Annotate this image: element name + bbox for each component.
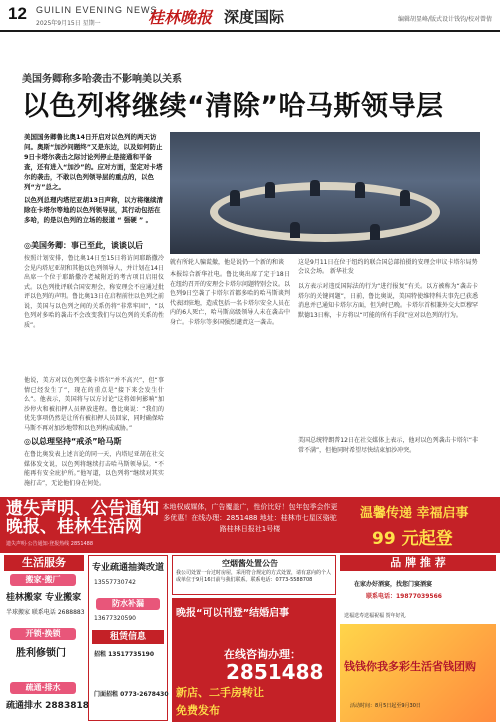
disposal-notice-title: 空烟酱处置公告: [222, 559, 278, 568]
drain-service-phone: 13557730742: [94, 579, 136, 586]
moving-header: 搬家·搬厂: [10, 574, 76, 586]
waterproof-phone: 13677320590: [94, 615, 136, 622]
waterproof-header: 防水补漏: [96, 598, 160, 610]
column-2: 在鲁比奥发表上述言论的同一天，内塔尼亚胡在社交媒体发文说，以色列将继续打击哈马斯领导层。“不能再有安全庇护所。”他写道，以色列将“继续对其实施打击”，无论他们身在何处。: [24, 451, 164, 487]
column-4: 以方表示对违反国际法的行为“进行报复”有关。以方被称为“袭击卡塔尔的关键问题”，日前，鲁比奥说，美国特使维特科夫事先已获悉消息并已通知卡塔尔方面，但为时已晚。卡塔尔首相兼外交大臣穆罕默德13日称，卡方将以“可能的所有手段”应对以色列的行为。: [298, 283, 478, 319]
column-1b: 他说，美方对以色列空袭卡塔尔“并不高兴”，但“事情已经发生了”，现在的重点是“接下来会发生什么”。他表示，美国将与以方讨论“这将如何影响”加沙停火和被扣押人员释放进程。鲁比奥说：“我们的优先事项仍然是让所有被扣押人员回家，同时确保哈马斯不再对加沙地带和以色列构成威胁。”: [24, 377, 164, 432]
column-3-head: 就有所轮人骗谎撤，他是说仍一个新的和谈: [170, 259, 285, 266]
banner-mid-text: 本地权威媒体，广告覆盖广，性价比好！包年包季会作更多优惠！在线办理：2851488 地址：桂林市七星区骆驼路桂林日报社1号楼: [162, 503, 338, 533]
lead-paragraph: 美国国务卿鲁比奥14日开启对以色列的两天访问。奥斯“加沙问题终”又是东边，以及如何防止9日卡塔尔袭击之际讨论列停止是接通和平备查，还有进入“加沙”的。应对方面，坚定对卡塔尔的袭击，不敢以色列领导层的重点的，以色列“方”总之。: [24, 133, 163, 191]
banner-right-title: 温馨传递 幸福启事: [360, 506, 469, 521]
article-headline: 以色列将继续“清除”哈马斯领导层: [22, 91, 444, 122]
moving-ad-1: 桂林搬家 专业搬家: [6, 593, 82, 603]
article-photo: [170, 132, 480, 254]
column-1: 按照计划安排，鲁比奥14日至15日将访问耶路撒冷会见内塔尼亚胡和其他以色列领导人，并计划在14日出席一个位于耶路撒冷老城附近的考古项目启用仪式。以色列批评联合国安理会，称安理会不应通过批评以色列的声明。鲁比奥13日在启程前往以色列之前说，美国与以色列之间的关系仍将“非常牢固”，“以色列对多哈的袭击不会改变我们与以色列的关系的性质”。: [24, 255, 164, 329]
brand-footer: 送福送寿送福祝福 贺年好礼: [344, 613, 406, 619]
editor-credits: 编辑胡显峰/版式设计钱钧/校对曾倩: [397, 16, 492, 23]
brand-big-ad-sub: 活动时间：8月5日起至9月30日: [350, 703, 421, 709]
paper-english-name: GUILIN EVENING NEWS: [36, 5, 158, 15]
person-figure: [230, 190, 240, 206]
brand-subline: 在家办好酒宴，找您门宴酒宴: [354, 581, 433, 588]
resale-ad: 新店、二手房转让: [176, 686, 264, 699]
life-service-header: 生活服务: [4, 555, 84, 571]
rent-header: 租赁信息: [92, 630, 164, 644]
banner-right-price: 99 元起登: [372, 529, 453, 549]
drain-service-title: 专业疏通抽粪改道: [92, 563, 165, 573]
issue-date: 2025年9月15日 星期一: [36, 20, 101, 27]
page-number: 12: [8, 4, 27, 23]
brand-header: 品 牌 推 荐: [340, 555, 496, 571]
unlock-header: 开锁·换锁: [10, 628, 76, 640]
article-lead: [24, 132, 164, 225]
banner-left-subline: 遗失声明·公告通知·登报热线 2851488: [6, 541, 94, 547]
column-3: 本报综合新华社电。鲁比奥出席了定于18日在纽约召开的安理会卡塔尔问题特别会议。以色列9日空袭了卡塔尔首都多哈的哈马斯谈判代表团驻地，造成包括一名卡塔尔安全人员在内的6人死亡，哈马斯高级领导人未在袭击中身亡。卡塔尔等多国强烈谴责这一袭击。: [170, 271, 290, 326]
marriage-ad-consult: 在线咨询办理：: [224, 648, 301, 661]
drain-header: 疏通·排水: [10, 682, 76, 694]
banner-left-headline: 遗失声明、公告通知 晚报、桂林生活网: [6, 499, 159, 537]
newspaper-logo: 桂林晚报: [148, 8, 213, 27]
free-publish-ad: 免费发布: [176, 704, 220, 717]
disposal-notice-body: 我公司处置一台过时房屋，采用符合规定的方式处置，请有意向的个人或单位于9月16日前与我们联系。联系电话：0773-5588708: [176, 570, 332, 583]
person-figure: [290, 222, 300, 238]
subhead-1: ◎美国务卿：事已至此，谈谈以后: [24, 241, 143, 250]
shop-rent-ad: 门面招租 0773-2678430: [94, 691, 169, 698]
unlock-ad: 胜利修锁门: [16, 648, 66, 659]
article-kicker: 美国务卿称多哈袭击不影响美以关系: [22, 74, 182, 85]
column-4b: 美国总统特朗普12日在社交媒体上表示，他对以色列袭击卡塔尔“非常不满”，但他同时希望尽快结束加沙冲突。: [298, 437, 478, 454]
marriage-ad-title: 晚报“可以刊登”结婚启事: [176, 608, 290, 619]
brand-phone: 联系电话：19877039566: [366, 593, 442, 600]
rent-ad: 招租 13517735190: [94, 651, 155, 658]
person-figure: [310, 180, 320, 196]
photo-caption: 这是9月11日在位于纽约的联合国总部拍摄的安理会审议卡塔尔局势会议会场。 新华社发: [298, 259, 478, 275]
person-figure: [355, 182, 365, 198]
drain-ad: 疏通排水 2883818: [6, 701, 89, 711]
person-figure: [370, 224, 380, 240]
masthead-bar: [0, 0, 500, 32]
moving-ad-2: 半球搬家 联系电话 2688883: [6, 609, 85, 616]
section-title: 深度国际: [224, 8, 285, 26]
person-figure: [400, 190, 410, 206]
subhead-2: ◎以总理坚持“戒杀”哈马斯: [24, 437, 122, 446]
brand-big-ad-title: 钱钱你我多彩生活省钱团购: [344, 660, 476, 673]
marriage-ad-phone: 2851488: [226, 660, 324, 684]
person-figure: [265, 182, 275, 198]
lead-paragraph-2: 以色列总理内塔尼亚胡13日声称，以方将继续清除在卡塔尔等地的以色列领导层，其行动包括在多哈，的是以色列的立场的报道 “ 强硬 ” 。: [24, 196, 164, 224]
